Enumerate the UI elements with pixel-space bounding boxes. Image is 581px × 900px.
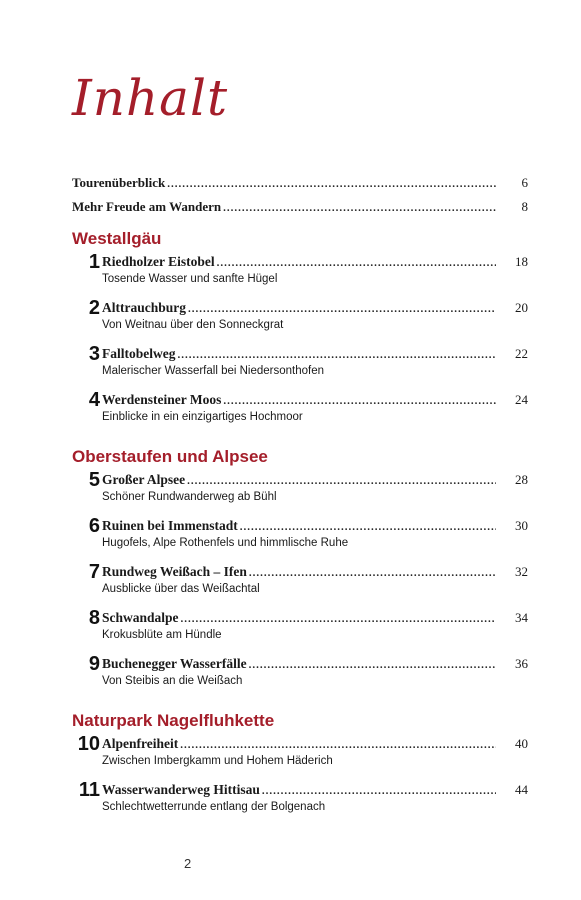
tour-number: 1 <box>88 251 100 273</box>
dot-leader <box>262 785 496 797</box>
tour-subtitle: Krokusblüte am Hündle <box>102 629 222 641</box>
toc-entry-label: Tourenüberblick <box>72 175 166 190</box>
dot-leader <box>178 349 497 361</box>
tour-title: Wasserwanderweg Hittisau <box>102 782 260 797</box>
tour-page: 32 <box>515 564 528 579</box>
tour-title: Ruinen bei Immenstadt <box>102 518 238 533</box>
tour-entry-7[interactable] <box>72 561 528 604</box>
tour-page: 18 <box>515 254 528 269</box>
section-heading-westallgaeu: Westallgäu <box>72 229 162 248</box>
tour-page: 22 <box>515 346 528 361</box>
tour-page: 20 <box>515 300 528 315</box>
tour-title: Riedholzer Eistobel <box>102 254 215 269</box>
tour-title: Alttrauchburg <box>102 300 186 315</box>
toc-entry-page: 6 <box>521 175 528 190</box>
tour-number: 2 <box>88 297 100 319</box>
tour-number: 6 <box>88 515 100 537</box>
tour-number: 4 <box>88 389 100 411</box>
toc-entry-page: 8 <box>521 199 528 214</box>
tour-subtitle: Von Steibis an die Weißach <box>102 675 243 687</box>
tour-title: Schwandalpe <box>102 610 179 625</box>
tour-subtitle: Schöner Rundwanderweg ab Bühl <box>102 491 277 503</box>
dot-leader <box>188 303 496 315</box>
dot-leader <box>217 257 496 269</box>
tour-entry-10[interactable] <box>72 733 528 776</box>
tour-title: Rundweg Weißach – Ifen <box>102 564 247 579</box>
dot-leader <box>187 475 496 487</box>
tour-title: Großer Alpsee <box>102 472 186 487</box>
tour-number: 10 <box>77 733 100 755</box>
dot-leader <box>240 521 496 533</box>
dot-leader <box>223 202 496 214</box>
tour-subtitle: Zwischen Imbergkamm und Hohem Häderich <box>102 755 333 767</box>
tour-page: 28 <box>515 472 528 487</box>
dot-leader <box>181 613 496 625</box>
section-heading-naturpark: Naturpark Nagelfluhkette <box>72 711 275 730</box>
toc-entry-label: Mehr Freude am Wandern <box>72 199 222 214</box>
tour-entry-3[interactable] <box>72 343 528 386</box>
tour-number: 9 <box>88 653 100 675</box>
dot-leader <box>249 567 496 579</box>
tour-subtitle: Ausblicke über das Weißachtal <box>102 583 260 595</box>
page-number: 2 <box>184 856 192 871</box>
tour-subtitle: Einblicke in ein einzigartiges Hochmoor <box>102 411 303 423</box>
dot-leader <box>180 739 496 751</box>
tour-entry-1[interactable] <box>72 251 528 294</box>
tour-entry-8[interactable] <box>72 607 528 650</box>
tour-page: 34 <box>515 610 528 625</box>
tour-number: 5 <box>88 469 100 491</box>
tour-number: 11 <box>78 779 100 801</box>
page-title: Inhalt <box>72 69 229 127</box>
tour-entry-2[interactable] <box>72 297 528 340</box>
tour-page: 36 <box>515 656 528 671</box>
toc-entry-tourenueberblick[interactable] <box>72 175 528 191</box>
tour-title: Werdensteiner Moos <box>102 392 222 407</box>
tour-number: 8 <box>88 607 100 629</box>
tour-entry-6[interactable] <box>72 515 528 558</box>
tour-page: 24 <box>515 392 528 407</box>
tour-subtitle: Tosende Wasser und sanfte Hügel <box>102 273 278 285</box>
dot-leader <box>167 178 496 190</box>
tour-number: 3 <box>88 343 100 365</box>
tour-number: 7 <box>88 561 100 583</box>
dot-leader <box>249 659 496 671</box>
tour-page: 30 <box>515 518 528 533</box>
toc-entry-mehr-freude[interactable] <box>72 199 528 215</box>
tour-title: Falltobelweg <box>102 346 176 361</box>
section-heading-oberstaufen: Oberstaufen und Alpsee <box>72 447 268 466</box>
tour-subtitle: Malerischer Wasserfall bei Niedersonthofen <box>102 365 325 377</box>
tour-title: Alpenfreiheit <box>102 736 179 751</box>
tour-subtitle: Von Weitnau über den Sonneckgrat <box>102 319 284 331</box>
tour-subtitle: Hugofels, Alpe Rothenfels und himmlische Ruhe <box>102 537 349 549</box>
dot-leader <box>223 395 496 407</box>
tour-entry-4[interactable] <box>72 389 528 432</box>
tour-page: 44 <box>515 782 528 797</box>
tour-entry-9[interactable] <box>72 653 528 696</box>
tour-entry-11[interactable] <box>72 779 528 822</box>
tour-subtitle: Schlechtwetterrunde entlang der Bolgenach <box>102 801 326 813</box>
tour-page: 40 <box>515 736 528 751</box>
tour-title: Buchenegger Wasserfälle <box>102 656 247 671</box>
tour-entry-5[interactable] <box>72 469 528 512</box>
